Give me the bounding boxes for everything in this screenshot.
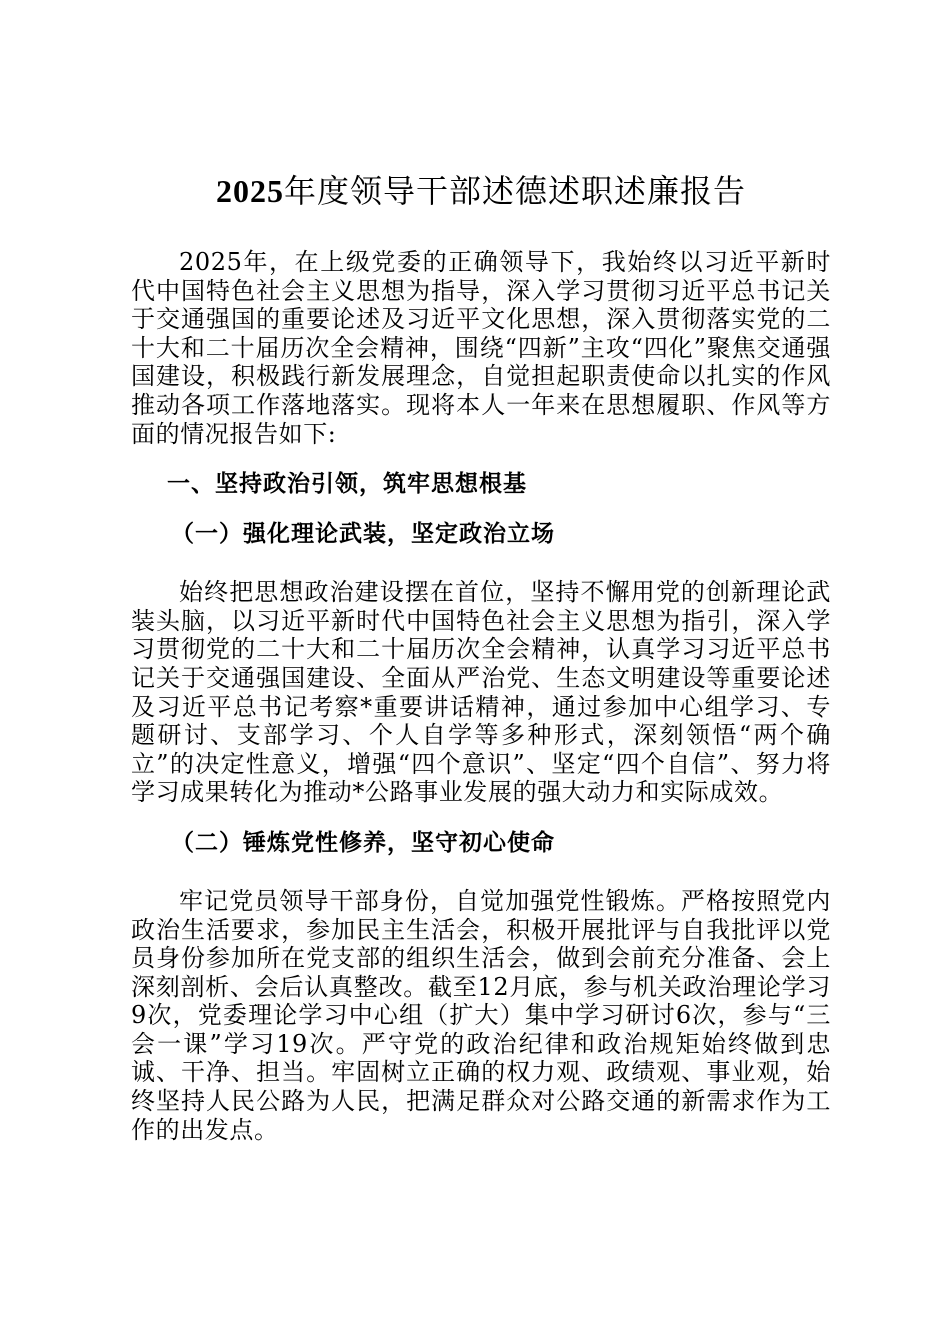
subsection-1-paragraph: 始终把思想政治建设摆在首位，坚持不懈用党的创新理论武装头脑，以习近平新时代中国特色社会主义思想为指引，深入学习贯彻党的二十大和二十届历次全会精神，认真学习习近平总书记关于交通强国建设、全面从严治党、生态文明建设等重要论述及习近平总书记考察*重要讲话精神，通过参加中心组学习、专题研讨、支部学习、个人自学等多种形式，深刻领悟“两个确立”的决定性意义，增强“四个意识”、坚定“四个自信”、努力将学习成果转化为推动*公路事业发展的强大动力和实际成效。 — [131, 578, 831, 807]
title-text: 年度领导干部述德述职述廉报告 — [283, 172, 746, 210]
document-title — [131, 168, 831, 214]
document-page — [131, 168, 831, 1144]
section-heading-1: 一、坚持政治引领，筑牢思想根基 — [167, 471, 527, 498]
subsection-2-paragraph: 牢记党员领导干部身份，自觉加强党性锻炼。严格按照党内政治生活要求，参加民主生活会，积极开展批评与自我批评以党员身份参加所在党支部的组织生活会，做到会前充分准备、会上深刻剖析、会后认真整改。截至12月底，参与机关政治理论学习9次，党委理论学习中心组（扩大）集中学习研讨6次，参与“三会一课”学习19次。严守党的政治纪律和政治规矩始终做到忠诚、干净、担当。牢固树立正确的权力观、政绩观、事业观，始终坚持人民公路为人民，把满足群众对公路交通的新需求作为工作的出发点。 — [131, 886, 831, 1144]
intro-paragraph: 2025年，在上级党委的正确领导下，我始终以习近平新时代中国特色社会主义思想为指导，深入学习贯彻习近平总书记关于交通强国的重要论述及习近平文化思想，深入贯彻落实党的二十大和二十届历次全会精神，围绕“四新”主攻“四化”聚焦交通强国建设，积极践行新发展理念，自觉担起职责使命以扎实的作风推动各项工作落地落实。现将本人一年来在思想履职、作风等方面的情况报告如下: — [131, 248, 831, 448]
subsection-heading-2: （二）锤炼党性修养，坚守初心使命 — [171, 829, 555, 856]
title-year: 2025 — [215, 173, 284, 209]
subsection-heading-1: （一）强化理论武装，坚定政治立场 — [171, 521, 555, 548]
